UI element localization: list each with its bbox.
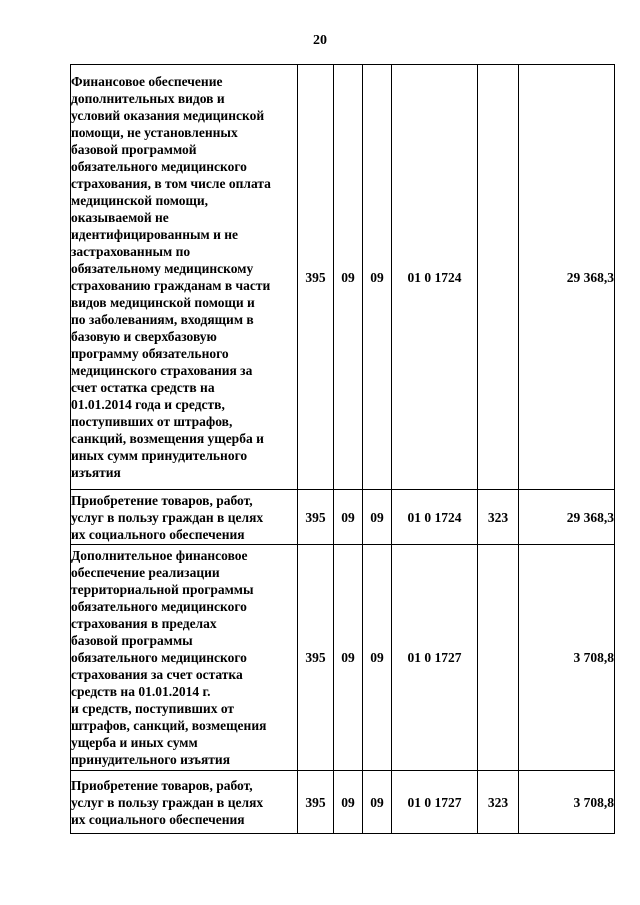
row-description: Дополнительное финансовое обеспечение реализации территориальной программы обязательного медицинского страхования в пределах базовой программы обязательного медицинского страхования за счет остатка средств на 01.01.2014 г. и средств, поступивших от штрафов, санкций, возмещения ущерба и иных сумм принудительного изъятия (71, 545, 298, 771)
table-row (71, 771, 615, 834)
section-code: 09 (334, 545, 363, 771)
amount: 29 368,3 (519, 65, 615, 490)
ministry-code: 395 (298, 490, 334, 545)
expense-type-code (478, 545, 519, 771)
ministry-code: 395 (298, 771, 334, 834)
page-number: 20 (313, 33, 327, 48)
subsection-code: 09 (363, 771, 392, 834)
amount: 3 708,8 (519, 545, 615, 771)
expense-type-code: 323 (478, 490, 519, 545)
target-item-code: 01 0 1724 (392, 65, 478, 490)
ministry-code: 395 (298, 65, 334, 490)
row-description: Приобретение товаров, работ, услуг в пользу граждан в целях их социального обеспечения (71, 490, 298, 545)
target-item-code: 01 0 1724 (392, 490, 478, 545)
target-item-code: 01 0 1727 (392, 545, 478, 771)
table-row (71, 490, 615, 545)
subsection-code: 09 (363, 545, 392, 771)
expense-type-code (478, 65, 519, 490)
section-code: 09 (334, 771, 363, 834)
section-code: 09 (334, 65, 363, 490)
subsection-code: 09 (363, 490, 392, 545)
table-row (71, 65, 615, 490)
ministry-code: 395 (298, 545, 334, 771)
subsection-code: 09 (363, 65, 392, 490)
amount: 3 708,8 (519, 771, 615, 834)
section-code: 09 (334, 490, 363, 545)
expense-type-code: 323 (478, 771, 519, 834)
row-description: Финансовое обеспечение дополнительных видов и условий оказания медицинской помощи, не установленных базовой программой обязательного медицинского страхования, в том числе оплата медицинской помощи, оказываемой не идентифицированным и не застрахованным по обязательному медицинскому страхованию гражданам в части видов медицинской помощи и по заболеваниям, входящим в базовую и сверхбазовую программу обязательного медицинского страхования за счет остатка средств на 01.01.2014 года и средств, поступивших от штрафов, санкций, возмещения ущерба и иных сумм принудительного изъятия (71, 65, 298, 490)
budget-table (70, 64, 615, 834)
amount: 29 368,3 (519, 490, 615, 545)
row-description: Приобретение товаров, работ, услуг в пользу граждан в целях их социального обеспечения (71, 771, 298, 834)
table-row (71, 545, 615, 771)
target-item-code: 01 0 1727 (392, 771, 478, 834)
